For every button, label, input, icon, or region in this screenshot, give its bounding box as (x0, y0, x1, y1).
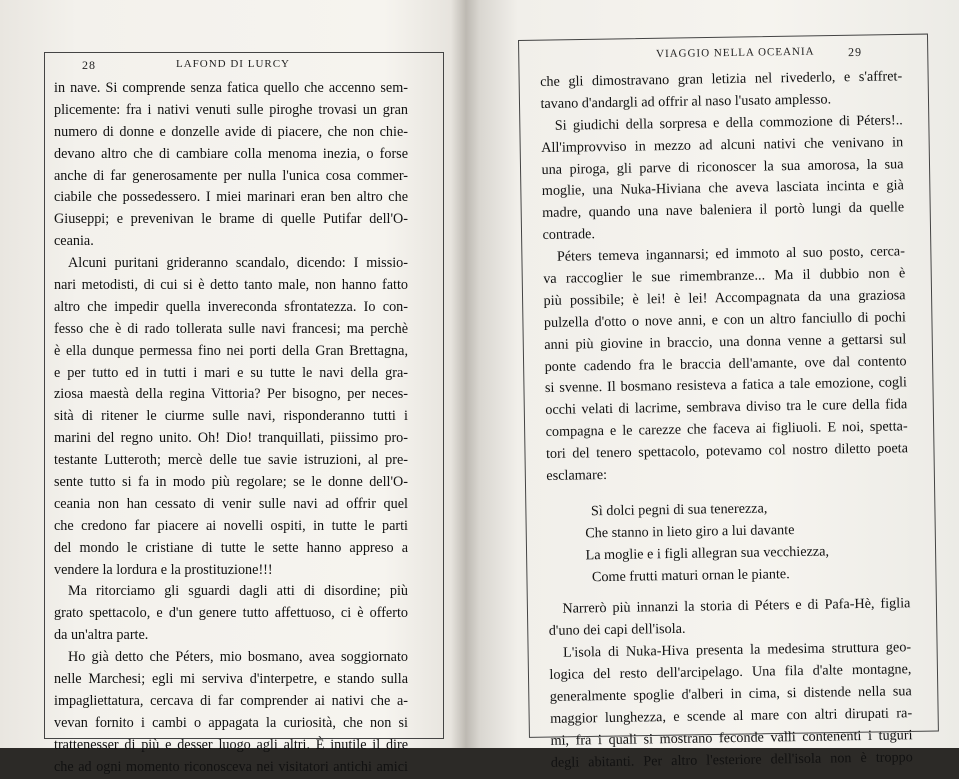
text-line: anni più giovine in braccio, una donna venne a gettarsi sul (544, 330, 907, 353)
text-line: ceania non han cessato di venir sulle navi ad offrir quel (54, 495, 408, 512)
left-page (0, 0, 470, 775)
text-line: logica del resto dell'arcipelago. Una fila d'alte montagne, (549, 661, 912, 684)
text-line: che gli dimostravano gran letizia nel rivederlo, e s'affret- (540, 68, 903, 90)
text-line: numero di donne e donzelle avide di piacere, che non chie- (54, 123, 408, 140)
text-line: Narrerò più innanzi la storia di Péters e di Pafa-Hè, figlia (562, 595, 911, 618)
text-line: Che stanno in lieto giro a lui davante (585, 521, 795, 542)
text-line: impagliettatura, cercava di far comprender ai nativi che a- (54, 692, 408, 709)
left-page-text (54, 78, 408, 779)
text-line: è ella dunque permessa fino nei porti della Gran Brettagna, (54, 342, 408, 359)
text-line: moglie, una Nuka-Hiviana che aveva lasciata incinta e già (541, 177, 904, 200)
text-line: plicemente: fra i nativi venuti sulle piroghe trovasi un gran (54, 101, 408, 118)
text-line: vevan fornito i cambi o appagata la curiosità, che non si (54, 714, 408, 731)
left-page-number: 28 (82, 58, 96, 72)
text-line: Come frutti maturi ornan le piante. (591, 565, 790, 585)
text-line: All'improvviso in mezzo ad alcuni nativi che venivano in (541, 133, 904, 156)
text-line: sità di ritener le ciurme sulle navi, risponderanno tutti i (54, 408, 408, 425)
verse-quotation (547, 496, 910, 589)
text-line: nari metodisti, di cui si è detto tanto male, non hanno fatto (54, 277, 408, 294)
text-line: testante Lutteroth; mercè delle tue savie istruzioni, al pre- (54, 452, 408, 469)
text-line: sente tutto si fa in modo più regolare; se le donne dell'O- (54, 474, 408, 491)
text-line: ciabile che possedessero. I miei marinari eran ben altro che (54, 189, 408, 206)
right-page (484, 0, 959, 771)
text-line: L'isola di Nuka-Hiva presenta la medesima struttura geo- (563, 639, 912, 661)
text-line: più possibile; è lei! è lei! Accompagnata da una graziosa (543, 287, 906, 309)
text-line: Giuseppi; e prevenivan le brame di quelle Putifar dell'O- (54, 211, 408, 228)
text-line: esclamare: (546, 467, 608, 484)
text-line: che credono far piacere ai novelli ospiti, in tutte le parti (54, 517, 408, 534)
text-line: e per tutto ed in tutti i mari e su tutte le navi della gra- (54, 364, 408, 381)
text-line: una piroga, gli parve di riconoscer la sua amorosa, la sua (541, 155, 904, 178)
text-line: va raccoglier le sue rimembranze... Ma il dubbio non è (543, 265, 906, 287)
text-line: degli abitanti. Per altro l'esteriore dell'isola non è troppo (550, 748, 913, 771)
text-line: tavano d'andargli ad offrir al naso l'usato amplesso. (540, 91, 832, 112)
text-line: Si giudichi della sorpresa e della commozione di Péters!.. (554, 112, 903, 134)
text-line: devano altro che di cambiare colla menoma inezia, o forse (54, 145, 408, 162)
text-line: d'uno dei capi dell'isola. (548, 621, 686, 640)
text-line: mi, fra i quali si mostrano feconde valli contenenti i tuguri (550, 727, 913, 749)
text-line: pulzella d'otto o nove anni, e con un altro fanciullo di pochi (543, 309, 907, 331)
text-line: ponte cadendo fra le braccia dell'amante, ove dal contento (544, 352, 907, 375)
text-line: fesso che è di rado tollerata sulle navi francesi; ma perchè (54, 320, 408, 337)
right-page-number: 29 (847, 44, 863, 60)
text-line: La moglie e i figli allegran sua vecchiezza, (585, 543, 830, 564)
text-line: Alcuni puritani grideranno scandalo, dicendo: I missio- (68, 255, 408, 272)
text-line: Sì dolci pegni di sua tenerezza, (590, 500, 768, 520)
text-line: del mondo le cristiane di tutte le sette hanno appreso a (54, 539, 408, 556)
text-line: contrade. (542, 226, 596, 244)
text-line: madre, quando una nave baleniera il portò lungi da quelle (542, 199, 905, 222)
text-line: trattenesser di più e desser luogo agli altri. È inutile il dire (54, 736, 408, 753)
text-line: altro che impedir quella invereconda sfrontatezza. Io con- (54, 298, 408, 315)
right-running-title: VIAGGIO NELLA OCEANIA (655, 45, 815, 61)
text-line: marini del regno unito. Oh! Dio! tranquillati, piissimo pro- (54, 430, 408, 447)
text-line: occhi velati di lacrime, sembrava diviso tra le cure della fida (545, 396, 908, 419)
text-line: Ho già detto che Péters, mio bosmano, avea soggiornato (68, 649, 408, 666)
left-running-title: LAFOND DI LURCY (176, 58, 290, 70)
text-line: Péters temeva ingannarsi; ed immoto al suo posto, cerca- (556, 243, 905, 265)
text-line: anche di far generosamente per nulla l'unica cosa commer- (54, 167, 408, 184)
text-line: che ad ogni momento riconosceva nei visitatori antichi amici (54, 758, 408, 775)
text-line: in nave. Si comprende senza fatica quello che accenno sem- (54, 80, 408, 96)
text-line: nelle Marchesi; egli mi serviva d'interpetre, e stando sulla (54, 671, 408, 688)
text-line: ceania. (54, 233, 94, 250)
text-line: vendere la lordura e la prostituzione!!! (54, 561, 273, 578)
text-line: tori del tenero spettacolo, potevamo col nostro diletto poeta (545, 440, 909, 463)
text-line: compagna e le carezze che faceva ai figliuoli. E noi, spetta- (545, 418, 908, 441)
text-line: maggior lunghezza, e scende al mare con altri dirupati ra- (550, 705, 913, 727)
text-line: da un'altra parte. (54, 627, 149, 644)
text-line: ziosa maestà della regina Vittoria? Per bisogno, per neces- (54, 386, 408, 403)
text-line: grato spettacolo, e d'un genere tutto affettuoso, ci è offerto (54, 605, 408, 622)
text-line: Ma ritorciamo gli sguardi dagli atti di disordine; più (68, 583, 408, 600)
text-line: generalmente spoglie d'alberi in cima, si distende nella sua (549, 683, 912, 705)
text-line: si svenne. Il bosmano resisteva a fatica a tale emozione, cogli (544, 374, 908, 397)
right-page-text (540, 66, 913, 774)
